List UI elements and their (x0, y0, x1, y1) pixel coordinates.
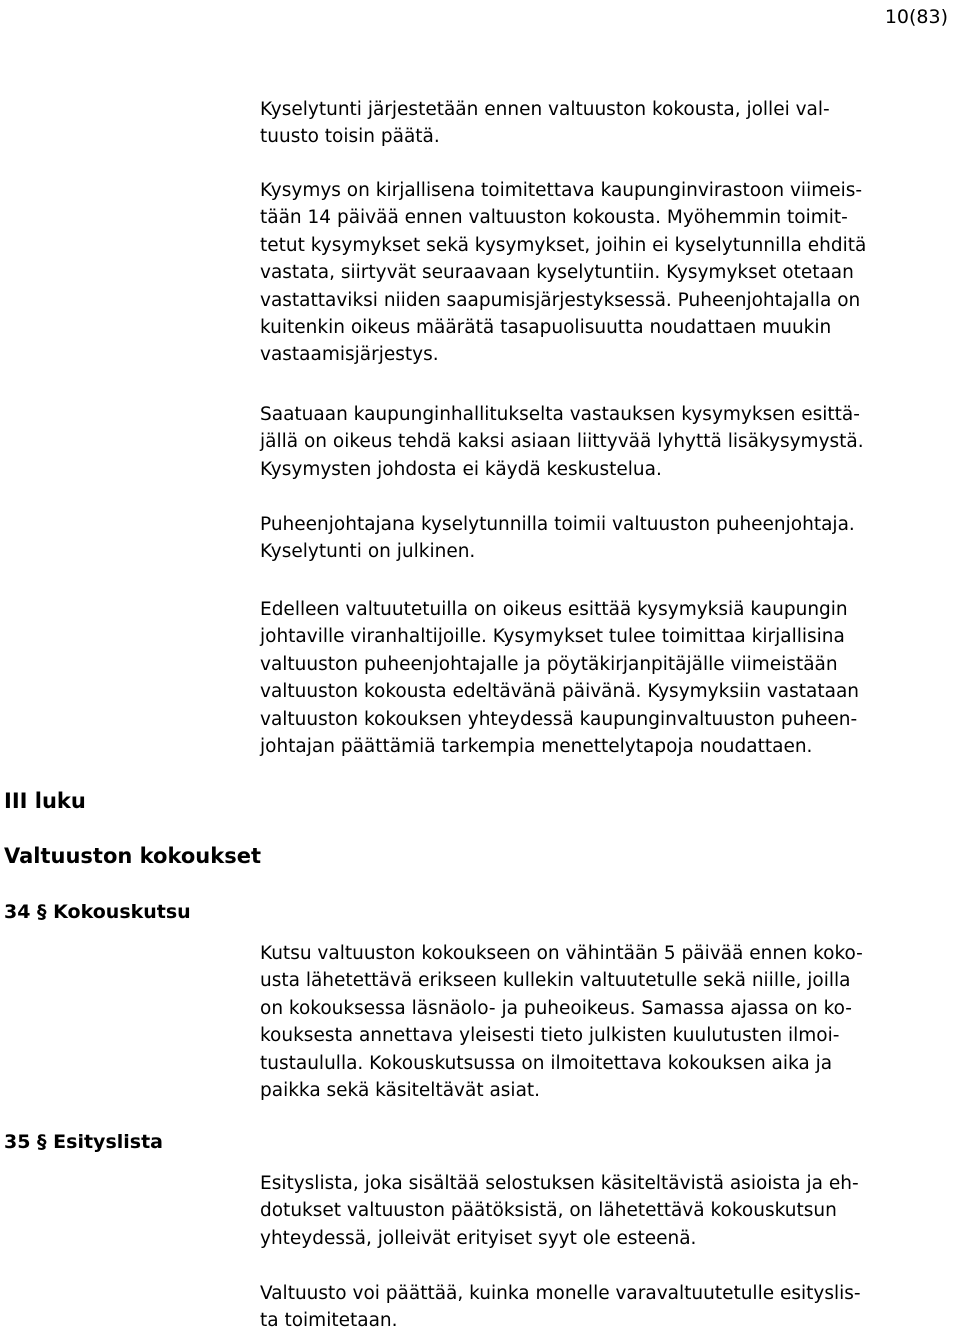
text-line: Kyselytunti on julkinen. (260, 541, 476, 563)
text-line: usta lähetettävä erikseen kullekin valtuutetulle sekä niille, joilla (260, 970, 851, 992)
text-line: Saatuaan kaupunginhallitukselta vastauksen kysymyksen esittä- (260, 404, 860, 425)
paragraph-follow-up-questions (260, 401, 955, 483)
paragraph-chairperson (260, 511, 955, 566)
text-line: on kokouksessa läsnäolo- ja puheoikeus. Samassa ajassa on ko- (260, 997, 852, 1019)
text-line: valtuuston kokouksen yhteydessä kaupunginvaltuuston puheen- (260, 708, 858, 730)
text-line: Puheenjohtajana kyselytunnilla toimii valtuuston puheenjohtaja. (260, 514, 855, 535)
text-line: tustaululla. Kokouskutsussa on ilmoitettava kokouksen aika ja (260, 1052, 833, 1074)
text-line: valtuuston kokousta edeltävänä päivänä. Kysymyksiin vastataan (260, 681, 860, 703)
text-line: Valtuusto voi päättää, kuinka monelle varavaltuutetulle esityslis- (260, 1283, 861, 1304)
section-heading-kokouskutsu: 34 § Kokouskutsu (4, 901, 191, 923)
text-line: vastaamisjärjestys. (260, 344, 439, 366)
text-line: vastattaviksi niiden saapumisjärjestyksessä. Puheenjohtajalla on (260, 289, 861, 311)
paragraph-meeting-invitation (260, 940, 955, 1104)
text-line: jällä on oikeus tehdä kaksi asiaan liittyvää lyhyttä lisäkysymystä. (260, 431, 864, 453)
text-line: tetut kysymykset sekä kysymykset, joihin ei kyselytunnilla ehditä (260, 234, 867, 256)
text-line: kouksesta annettava yleisesti tieto julkisten kuulutusten ilmoi- (260, 1025, 840, 1047)
paragraph-question-submission (260, 177, 955, 369)
text-line: Kyselytunti järjestetään ennen valtuuston kokousta, jollei val- (260, 99, 830, 120)
text-line: Kysymysten johdosta ei käydä keskustelua. (260, 458, 662, 480)
paragraph-agenda (260, 1170, 955, 1252)
text-line: ta toimitetaan. (260, 1310, 398, 1332)
text-line: Kutsu valtuuston kokoukseen on vähintään 5 päivää ennen koko- (260, 943, 863, 964)
paragraph-kyselytunti-timing (260, 96, 955, 151)
text-line: johtajan päättämiä tarkempia menettelytapoja noudattaen. (260, 736, 813, 758)
text-line: tään 14 päivää ennen valtuuston kokousta. Myöhemmin toimit- (260, 207, 848, 229)
text-line: yhteydessä, jolleivät erityiset syyt ole esteenä. (260, 1227, 697, 1249)
text-line: johtaville viranhaltijoille. Kysymykset tulee toimittaa kirjallisina (260, 626, 845, 648)
text-line: paikka sekä käsiteltävät asiat. (260, 1080, 541, 1102)
text-line: kuitenkin oikeus määrätä tasapuolisuutta noudattaen muukin (260, 317, 832, 339)
chapter-number: III luku (4, 789, 86, 813)
text-line: dotukset valtuuston päätöksistä, on lähetettävä kokouskutsun (260, 1200, 837, 1222)
paragraph-questions-to-officials (260, 596, 955, 760)
text-line: valtuuston puheenjohtajalle ja pöytäkirjanpitäjälle viimeistään (260, 653, 838, 675)
page-number: 10(83) (884, 6, 948, 28)
chapter-title: Valtuuston kokoukset (4, 844, 261, 868)
text-line: vastata, siirtyvät seuraavaan kyselytuntiin. Kysymykset otetaan (260, 262, 854, 284)
text-line: Kysymys on kirjallisena toimitettava kaupunginvirastoon viimeis- (260, 180, 863, 201)
text-line: tuusto toisin päätä. (260, 126, 440, 148)
section-heading-esityslista: 35 § Esityslista (4, 1131, 163, 1153)
text-line: Edelleen valtuutetuilla on oikeus esittää kysymyksiä kaupungin (260, 599, 848, 620)
paragraph-deputy-members (260, 1280, 955, 1335)
text-line: Esityslista, joka sisältää selostuksen käsiteltävistä asioista ja eh- (260, 1173, 859, 1194)
